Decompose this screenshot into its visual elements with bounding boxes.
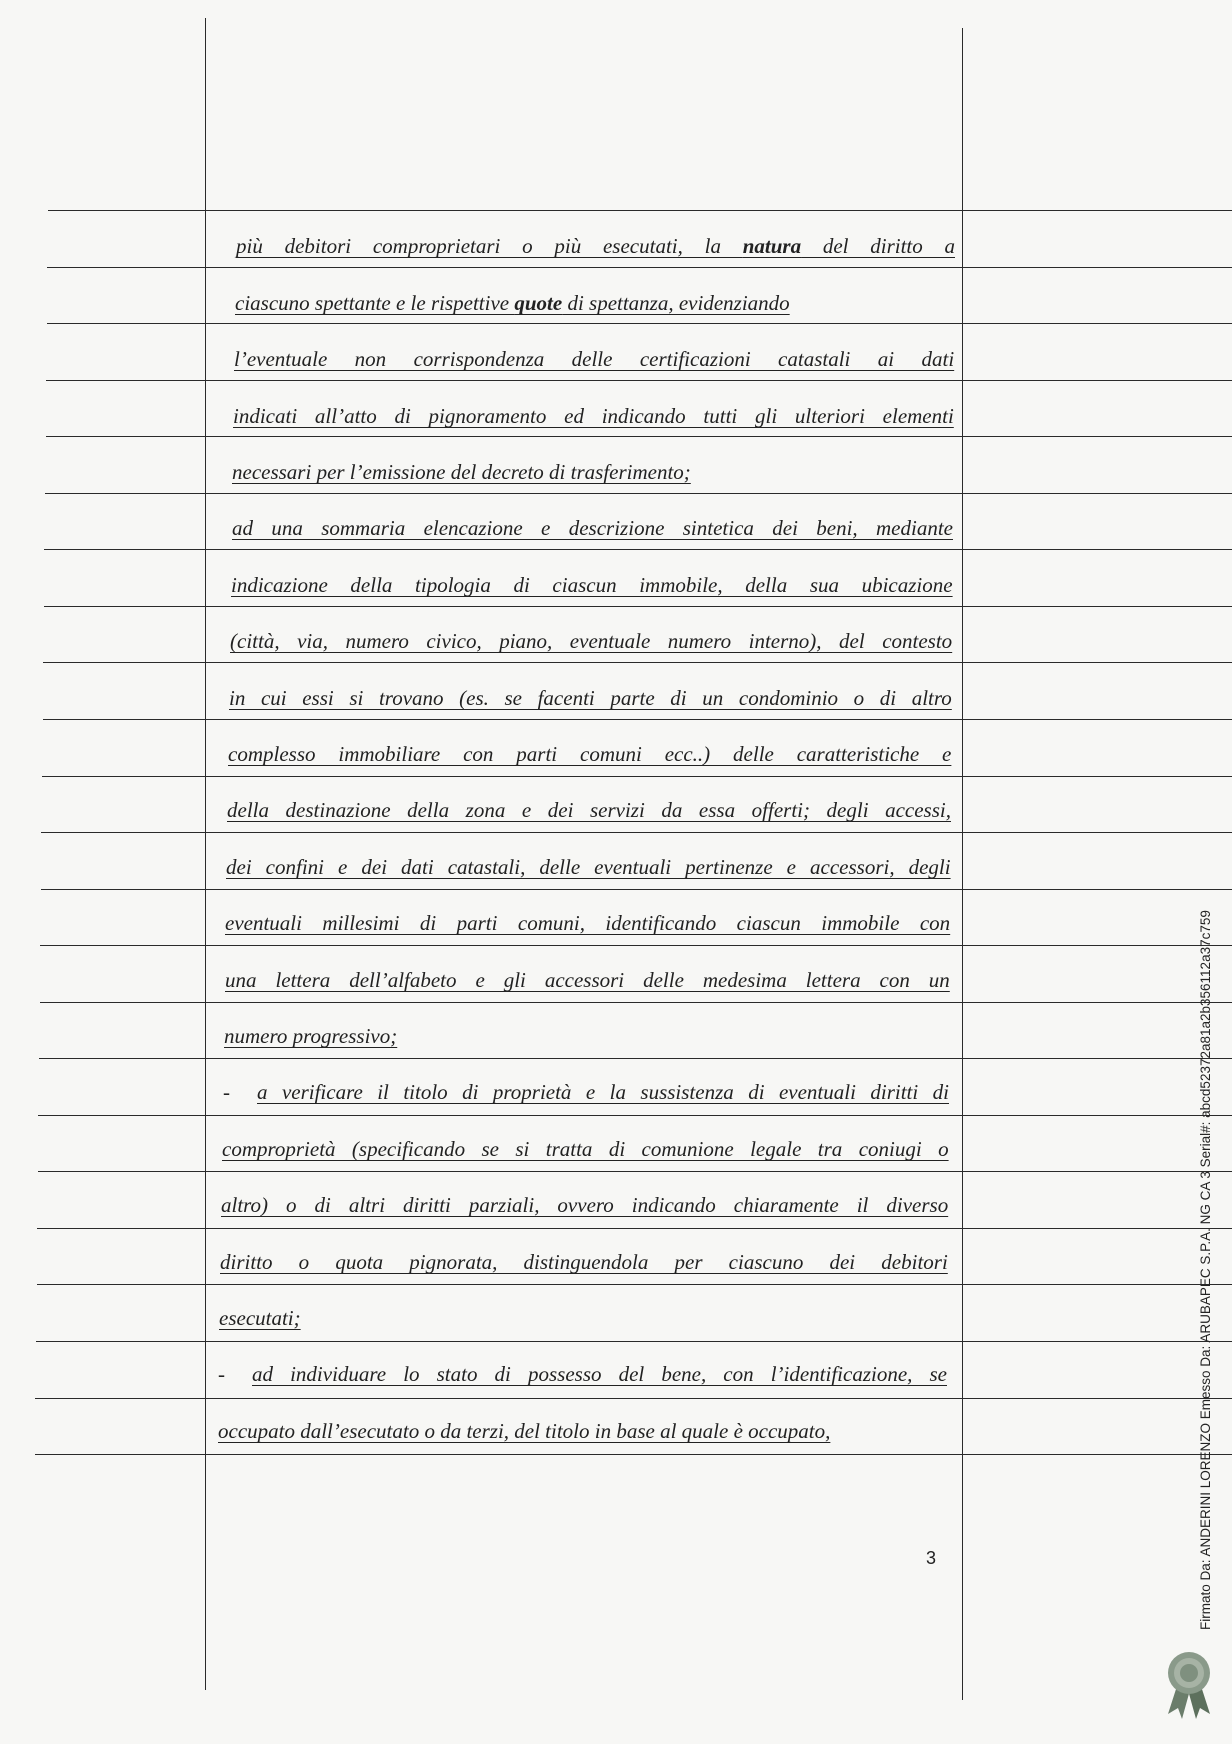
text-span: indicati all’atto di pignoramento ed indicando tutti gli ulteriori elementi <box>233 404 954 428</box>
emphasis-text: natura <box>742 234 802 258</box>
ruled-line <box>35 1454 1232 1455</box>
text-span: in cui essi si trovano (es. se facenti parte di un condominio o di altro <box>229 686 952 710</box>
ruled-line <box>37 1228 1232 1229</box>
text-line <box>229 686 952 711</box>
text-span: ad individuare lo stato di possesso del bene, con l’identificazione, se <box>252 1362 947 1386</box>
ruled-line <box>39 1058 1232 1059</box>
text-span: complesso immobiliare con parti comuni ecc..) delle caratteristiche e <box>228 742 952 766</box>
ruled-line <box>40 1002 1232 1003</box>
ruled-line <box>40 945 1232 946</box>
text-line <box>224 1024 397 1049</box>
text-line <box>233 404 954 429</box>
text-line <box>227 798 951 823</box>
seal-ribbon-icon <box>1160 1648 1218 1720</box>
left-margin-line <box>205 18 206 1690</box>
digital-signature-text: Firmato Da: ANDERINI LORENZO Emesso Da: ARUBAPEC S.P.A. NG CA 3 Serial#: abcd52372a81a2b356112a37c759 <box>1198 910 1213 1630</box>
page-number: 3 <box>926 1548 937 1568</box>
ruled-line <box>43 662 1232 663</box>
list-dash: - <box>223 1080 230 1104</box>
ruled-line <box>41 889 1232 890</box>
text-line <box>225 968 950 993</box>
text-line <box>231 573 953 598</box>
ruled-line <box>48 210 1232 211</box>
text-span: numero progressivo; <box>224 1024 398 1048</box>
text-line <box>225 911 950 936</box>
ruled-line <box>46 380 1232 381</box>
ruled-line <box>37 1284 1232 1285</box>
text-span: della destinazione della zona e dei servizi da essa offerti; degli accessi, <box>227 798 951 822</box>
text-span: a verificare il titolo di proprietà e la sussistenza di eventuali diritti di <box>257 1080 949 1104</box>
text-line <box>221 1193 948 1218</box>
text-line <box>235 291 790 316</box>
text-span: eventuali millesimi di parti comuni, identificando ciascun immobile con <box>225 911 951 935</box>
ruled-line <box>38 1115 1232 1116</box>
text-span: (città, via, numero civico, piano, eventuale numero interno), del contesto <box>230 629 953 653</box>
text-line <box>236 234 955 259</box>
ruled-line <box>41 832 1232 833</box>
text-span: ciascuno spettante e le rispettive <box>235 291 515 315</box>
text-span: l’eventuale non corrispondenza delle certificazioni catastali ai dati <box>234 347 955 371</box>
text-span: una lettera dell’alfabeto e gli accessori delle medesima lettera con un <box>225 968 950 992</box>
text-line <box>218 1419 830 1444</box>
text-line <box>218 1362 947 1387</box>
text-line <box>222 1137 949 1162</box>
text-span: indicazione della tipologia di ciascun immobile, della sua ubicazione <box>231 573 953 597</box>
text-line <box>234 347 954 372</box>
ruled-line <box>42 776 1232 777</box>
ruled-line <box>47 323 1232 324</box>
text-line <box>223 1080 949 1105</box>
ruled-line <box>43 719 1232 720</box>
text-span: necessari per l’emissione del decreto di trasferimento; <box>232 460 691 484</box>
list-dash: - <box>218 1362 225 1386</box>
text-span: altro) o di altri diritti parziali, ovvero indicando chiaramente il diverso <box>221 1193 949 1217</box>
ruled-line <box>47 267 1232 268</box>
text-line <box>228 742 951 767</box>
text-span: comproprietà (specificando se si tratta di comunione legale tra coniugi o <box>222 1137 949 1161</box>
text-span: di spettanza, evidenziando <box>562 291 790 315</box>
text-span: del diritto a <box>801 234 955 258</box>
text-line <box>220 1250 948 1275</box>
ruled-line <box>46 436 1232 437</box>
text-span: esecutati; <box>219 1306 301 1330</box>
text-line <box>226 855 951 880</box>
text-span: più debitori comproprietari o più esecutati, la <box>236 234 743 258</box>
ruled-line <box>36 1341 1232 1342</box>
text-line <box>219 1306 301 1331</box>
ruled-line <box>44 606 1232 607</box>
text-line <box>232 516 953 541</box>
ruled-line <box>44 549 1232 550</box>
ruled-line <box>45 493 1232 494</box>
emphasis-text: quote <box>514 291 563 315</box>
text-span: ad una sommaria elencazione e descrizione sintetica dei beni, mediante <box>232 516 953 540</box>
ruled-line <box>35 1398 1232 1399</box>
text-line <box>230 629 952 654</box>
text-line <box>232 460 691 485</box>
right-margin-line <box>962 28 963 1700</box>
text-span: occupato dall’esecutato o da terzi, del titolo in base al quale è occupato, <box>218 1419 831 1443</box>
text-span: dei confini e dei dati catastali, delle eventuali pertinenze e accessori, degli <box>226 855 951 879</box>
text-span: diritto o quota pignorata, distinguendola per ciascuno dei debitori <box>220 1250 948 1274</box>
ruled-line <box>38 1171 1232 1172</box>
